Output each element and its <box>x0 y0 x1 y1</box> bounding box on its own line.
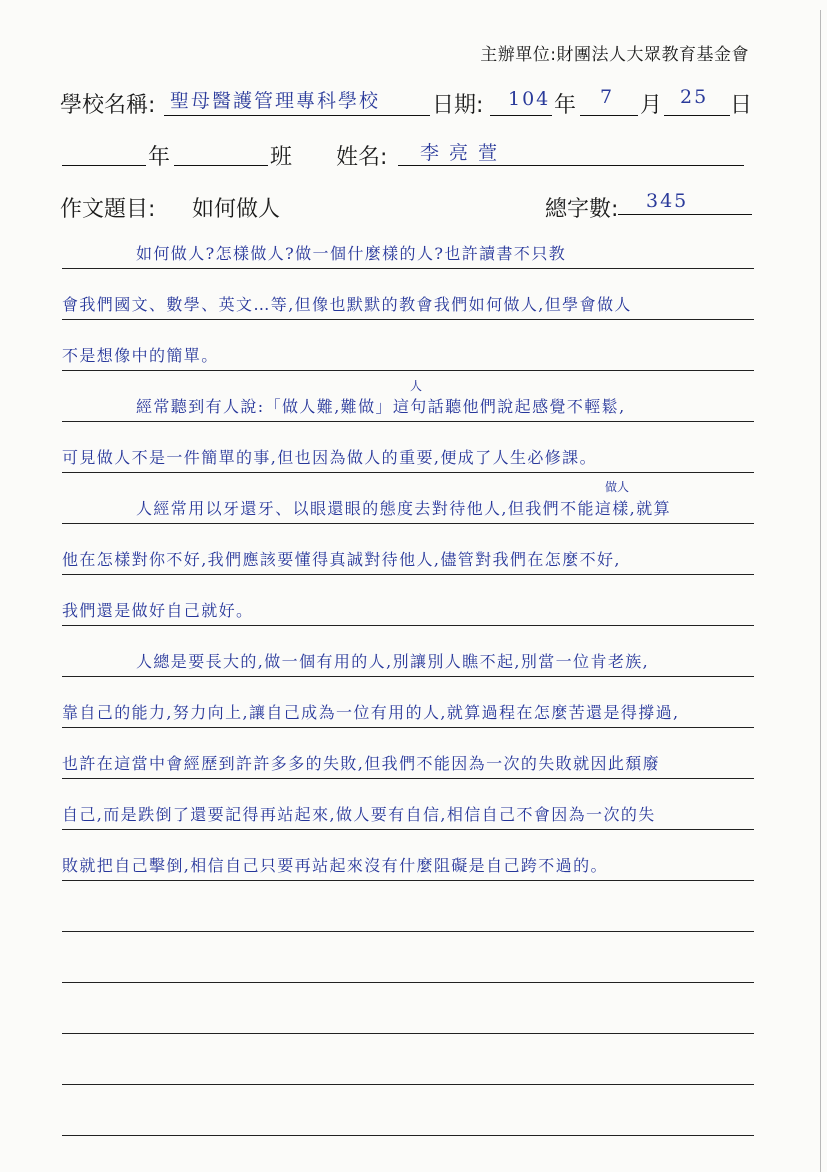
essay-line-text: 如何做人?怎樣做人?做一個什麼樣的人?也許讀書不只教 <box>136 244 567 263</box>
page-edge <box>820 10 821 1172</box>
day-underline <box>664 115 730 116</box>
date-day: 25 <box>680 86 709 108</box>
topic-value: 如何做人 <box>192 197 281 222</box>
name-value: 李亮萱 <box>420 142 508 164</box>
essay-line-text: 敗就把自己擊倒,相信自己只要再站起來沒有什麼阻礙是自己跨不過的。 <box>62 856 608 875</box>
essay-line <box>62 881 754 932</box>
year-underline <box>490 115 552 116</box>
class-label: 班 <box>270 145 293 170</box>
topic-label: 作文題目: <box>60 197 156 222</box>
essay-line <box>62 371 754 422</box>
essay-line <box>62 728 754 779</box>
insertion-mark: 人 <box>410 379 423 393</box>
word-count-value: 345 <box>646 190 689 212</box>
month-label: 月 <box>640 93 663 118</box>
insertion-mark: 做人 <box>605 480 630 494</box>
essay-line <box>62 269 754 320</box>
essay-line <box>62 575 754 626</box>
essay-line <box>62 320 754 371</box>
essay-line <box>62 779 754 830</box>
date-month: 7 <box>600 86 615 108</box>
class-underline <box>174 165 268 166</box>
essay-line <box>62 473 754 524</box>
essay-line <box>62 626 754 677</box>
name-underline <box>398 165 744 166</box>
essay-line <box>62 1085 754 1136</box>
essay-line-text: 靠自己的能力,努力向上,讓自己成為一位有用的人,就算過程在怎麼苦還是得撐過, <box>62 703 680 722</box>
grade-label: 年 <box>148 145 171 170</box>
essay-line-text: 人總是要長大的,做一個有用的人,別讓別人瞧不起,別當一位肯老族, <box>136 652 650 671</box>
date-label: 日期: <box>432 93 484 118</box>
essay-line-text: 會我們國文、數學、英文…等,但像也默默的教會我們如何做人,但學會做人 <box>62 295 632 314</box>
day-label: 日 <box>730 93 753 118</box>
essay-line <box>62 932 754 983</box>
essay-line-text: 也許在這當中會經歷到許許多多的失敗,但我們不能因為一次的失敗就因此頹廢 <box>62 754 661 773</box>
sponsor-label: 主辦單位:財團法人大眾教育基金會 <box>480 45 749 65</box>
school-label: 學校名稱: <box>60 93 156 118</box>
name-label: 姓名: <box>336 145 388 170</box>
essay-line <box>62 218 754 269</box>
school-value: 聖母醫護管理專科學校 <box>170 90 381 112</box>
essay-line-text: 自己,而是跌倒了還要記得再站起來,做人要有自信,相信自己不會因為一次的失 <box>62 805 656 824</box>
year-label: 年 <box>554 93 577 118</box>
essay-line-text: 我們還是做好自己就好。 <box>62 601 254 620</box>
grade-underline <box>62 165 146 166</box>
essay-line-text: 人經常用以牙還牙、以眼還眼的態度去對待他人,但我們不能這樣,就算 <box>136 499 671 518</box>
word-count-label: 總字數: <box>545 197 619 222</box>
date-year: 104 <box>508 88 551 110</box>
month-underline <box>580 115 638 116</box>
essay-line <box>62 1034 754 1085</box>
word-count-underline <box>618 214 752 215</box>
essay-line-text: 不是想像中的簡單。 <box>62 346 219 365</box>
essay-line-text: 他在怎樣對你不好,我們應該要懂得真誠對待他人,儘管對我們在怎麼不好, <box>62 550 621 569</box>
essay-line <box>62 677 754 728</box>
essay-line <box>62 830 754 881</box>
essay-line-text: 可見做人不是一件簡單的事,但也因為做人的重要,便成了人生必修課。 <box>62 448 597 467</box>
essay-line-text: 經常聽到有人說:「做人難,難做」這句話聽他們說起感覺不輕鬆, <box>136 397 626 416</box>
essay-line <box>62 422 754 473</box>
essay-line <box>62 524 754 575</box>
essay-line <box>62 983 754 1034</box>
school-underline <box>164 115 430 116</box>
